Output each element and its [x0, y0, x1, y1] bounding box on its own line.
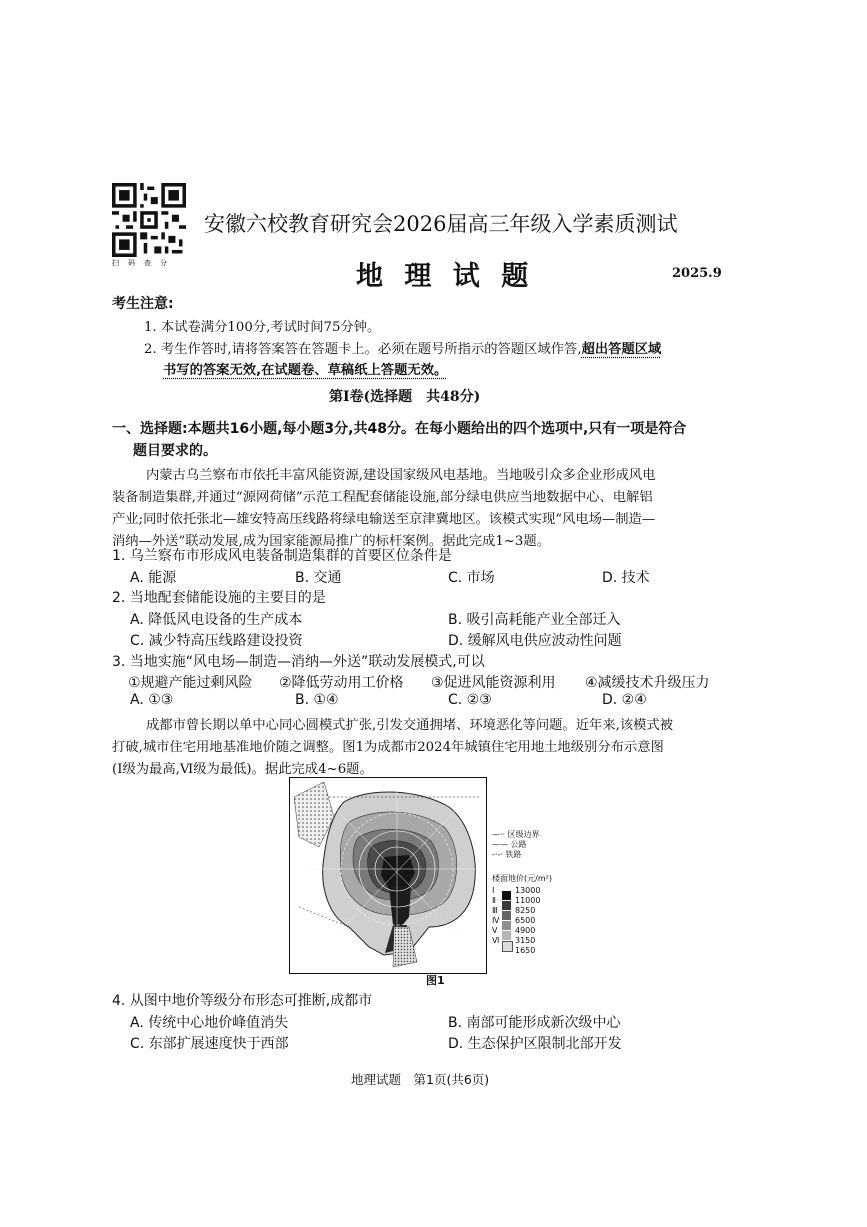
passage2-line: (Ⅰ级为最高,Ⅵ级为最低)。据此完成4~6题。 [112, 762, 373, 777]
q2-option-d[interactable]: D. 缓解风电供应波动性问题 [448, 633, 622, 649]
legend-swatch [502, 911, 511, 920]
notice-item-2-text: 2. 考生作答时,请将答案答在答题卡上。必须在题号所指示的答题区域作答, [144, 342, 582, 357]
passage1-line: 内蒙古乌兰察布市依托丰富风能资源,建设国家级风电基地。当地吸引众多企业形成风电 [146, 468, 656, 483]
legend-level: Ⅱ [492, 896, 496, 905]
q2-stem: 2. 当地配套储能设施的主要目的是 [112, 590, 326, 606]
q3-statement-3: ③促进风能资源利用 [431, 675, 556, 691]
q1-option-c[interactable]: C. 市场 [448, 570, 495, 586]
notice-heading: 考生注意: [112, 296, 174, 312]
passage1-line: 消纳—外送”联动发展,成为国家能源局推广的标杆案例。据此完成1~3题。 [112, 534, 550, 549]
legend-line-rail: -·-· 铁路 [492, 850, 522, 859]
legend-value: 4900 [515, 926, 536, 935]
q4-option-b[interactable]: B. 南部可能形成新次级中心 [448, 1015, 621, 1031]
legend-line-boundary: —·· 区级边界 [492, 830, 540, 839]
legend-title: 楼面地价(元/m²) [492, 874, 552, 883]
q2-option-c[interactable]: C. 减少特高压线路建设投资 [130, 633, 303, 649]
page-footer: 地理试题 第1页(共6页) [351, 1072, 490, 1087]
qr-caption: 扫码查分 [112, 259, 176, 267]
q4-option-d[interactable]: D. 生态保护区限制北部开发 [448, 1036, 622, 1052]
map-legend [492, 830, 552, 956]
q3-statement-2: ②降低劳动用工价格 [279, 675, 404, 691]
passage1-line: 装备制造集群,并通过“源网荷储”示范工程配套储能设施,部分绿电供应当地数据中心、电解铝 [112, 490, 653, 505]
legend-level: Ⅰ [492, 886, 495, 895]
legend-value: 3150 [515, 936, 536, 945]
section-title: 第Ⅰ卷(选择题 共48分) [329, 389, 481, 405]
part-instruction-cont: 题目要求的。 [133, 443, 217, 459]
legend-value: 11000 [515, 896, 541, 905]
q3-statement-4: ④减缓技术升级压力 [585, 675, 710, 691]
exam-title: 安徽六校教育研究会2026届高三年级入学素质测试 [204, 212, 678, 236]
q3-option-b[interactable]: B. ①④ [295, 692, 339, 708]
subject-title: 地 理 试 题 [356, 261, 535, 292]
part-instruction: 一、选择题:本题共16小题,每小题3分,共48分。在每小题给出的四个选项中,只有一项是符合 [112, 421, 687, 437]
legend-value: 13000 [515, 886, 541, 895]
legend-level: Ⅵ [492, 936, 500, 945]
q1-option-d[interactable]: D. 技术 [602, 570, 650, 586]
notice-item-2 [144, 338, 661, 357]
legend-swatch [502, 891, 511, 900]
legend-level: Ⅴ [492, 926, 498, 935]
legend-swatch [502, 941, 513, 952]
q2-option-b[interactable]: B. 吸引高耗能产业全部迁入 [448, 612, 621, 628]
legend-swatch [502, 921, 511, 930]
q4-option-a[interactable]: A. 传统中心地价峰值消失 [130, 1015, 289, 1031]
legend-line-road: —— 公路 [492, 840, 527, 849]
q4-option-c[interactable]: C. 东部扩展速度快于西部 [130, 1036, 289, 1052]
notice-item-2-cont: 书写的答案无效,在试题卷、草稿纸上答题无效。 [163, 363, 448, 378]
notice-item-2-emphasis: 超出答题区域 [581, 342, 662, 357]
q4-stem: 4. 从图中地价等级分布形态可推断,成都市 [112, 993, 373, 1009]
q3-stem: 3. 当地实施“风电场—制造—消纳—外送”联动发展模式,可以 [112, 654, 485, 670]
legend-road-label: 公路 [510, 840, 527, 849]
legend-level: Ⅲ [492, 906, 498, 915]
legend-value: 6500 [515, 916, 536, 925]
legend-swatch [502, 931, 511, 940]
q1-stem: 1. 乌兰察布市形成风电装备制造集群的首要区位条件是 [112, 548, 452, 564]
q1-option-b[interactable]: B. 交通 [295, 570, 342, 586]
q3-statement-1: ①规避产能过剩风险 [128, 675, 253, 691]
legend-level: Ⅳ [492, 916, 500, 925]
q3-option-a[interactable]: A. ①③ [130, 692, 174, 708]
q2-option-a[interactable]: A. 降低风电设备的生产成本 [130, 612, 303, 628]
passage2-line: 成都市曾长期以单中心同心圆模式扩张,引发交通拥堵、环境恶化等问题。近年来,该模式被 [146, 718, 674, 733]
legend-boundary-label: 区级边界 [507, 830, 540, 839]
legend-value: 8250 [515, 906, 536, 915]
q1-option-a[interactable]: A. 能源 [130, 570, 177, 586]
legend-rail-label: 铁路 [505, 850, 522, 859]
q3-option-c[interactable]: C. ②③ [448, 692, 492, 708]
q3-option-d[interactable]: D. ②④ [602, 692, 647, 708]
legend-swatch [502, 901, 511, 910]
passage2-line: 打破,城市住宅用地基准地价随之调整。图1为成都市2024年城镇住宅用地土地级别分布示意图 [112, 740, 664, 755]
qr-code-icon [112, 183, 186, 257]
figure-caption: 图1 [426, 974, 445, 987]
legend-value: 1650 [515, 946, 536, 955]
exam-date: 2025.9 [672, 266, 722, 281]
chengdu-land-price-map [289, 777, 487, 974]
notice-item-1: 1. 本试卷满分100分,考试时间75分钟。 [144, 320, 381, 335]
passage1-line: 产业;同时依托张北—雄安特高压线路将绿电输送至京津冀地区。该模式实现“风电场—制造— [112, 512, 656, 527]
